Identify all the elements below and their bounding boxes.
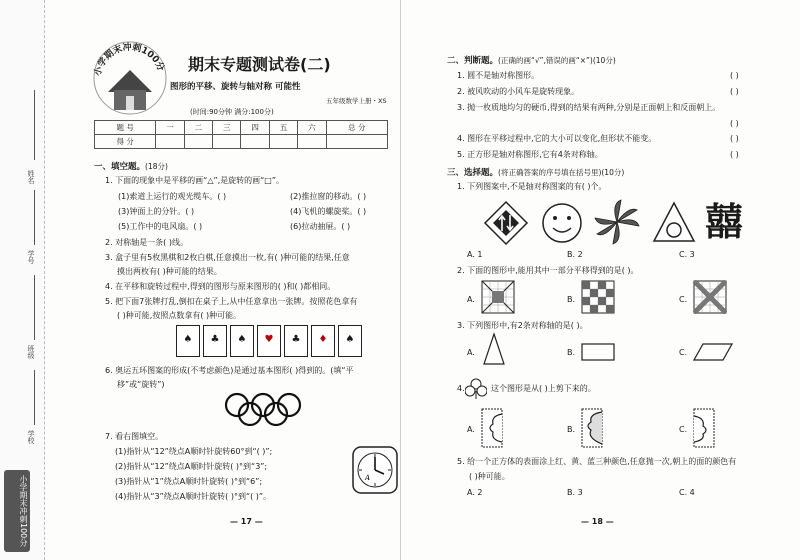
triangle-circle-figure bbox=[651, 200, 697, 246]
playing-cards bbox=[176, 325, 365, 357]
q5-text: 5. 把下面7张牌打乱,倒扣在桌子上,从中任意拿出一张牌。按照花色拿有 bbox=[105, 297, 358, 306]
choice-5-text: 5. 给一个正方体的表面涂上红、黄、蓝三种颜色,任意抛一次,朝上的面的颜色有 bbox=[457, 457, 737, 466]
score-header: 五 bbox=[269, 121, 297, 135]
right-page bbox=[400, 0, 800, 560]
judge-item: 3. 抛一枚质地均匀的硬币,得到的结果有两种,分别是正面朝上和反面朝上。 bbox=[457, 103, 721, 112]
judge-answer[interactable]: ( ) bbox=[730, 71, 739, 80]
cut-paper-c bbox=[693, 408, 715, 448]
choice-2-option[interactable]: B. bbox=[567, 295, 576, 304]
section-1-points: (18分) bbox=[145, 162, 168, 171]
score-header: 总 分 bbox=[326, 121, 387, 135]
q1-text: 1. 下面的现象中是平移的画“△”,是旋转的画“□”。 bbox=[105, 176, 285, 185]
judge-answer[interactable]: ( ) bbox=[730, 87, 739, 96]
choice-5-text-cont: ( )种可能。 bbox=[469, 472, 510, 481]
score-cell[interactable] bbox=[241, 135, 269, 149]
q1-item: (2)推拉窗的移动。( ) bbox=[290, 192, 367, 201]
binding-strip bbox=[0, 0, 45, 560]
name-label: 姓名 bbox=[27, 170, 35, 184]
choice-5-option[interactable]: A. 2 bbox=[467, 488, 483, 497]
score-cell[interactable] bbox=[184, 135, 212, 149]
card: ♠ bbox=[176, 325, 200, 357]
score-header-row bbox=[95, 121, 388, 135]
section-1-title: 一、填空题。 bbox=[94, 162, 146, 172]
choice-4-option[interactable]: B. bbox=[567, 425, 576, 434]
judge-item: 5. 正方形是轴对称图形,它有4条对称轴。 bbox=[457, 150, 603, 159]
q2-text: 2. 对称轴是一条( )线。 bbox=[105, 238, 188, 247]
cut-paper-a bbox=[481, 408, 503, 448]
score-header: 四 bbox=[241, 121, 269, 135]
q7-item: (3)指针从“1”绕点A顺时针旋转( )°到“6”; bbox=[115, 477, 263, 486]
grid-figure-b bbox=[581, 280, 615, 314]
judge-item: 4. 图形在平移过程中,它的大小可以变化,但形状不能变。 bbox=[457, 134, 657, 143]
class-label: 班级 bbox=[27, 345, 35, 359]
q6-text: 6. 奥运五环图案的形成(不考虑颜色)是通过基本图形( )得到的。(填“平 bbox=[105, 366, 354, 375]
choice-1-option[interactable]: C. 3 bbox=[679, 250, 695, 259]
student-id-label: 学号 bbox=[27, 250, 35, 264]
q6-text-cont: 移”或“旋转”) bbox=[117, 380, 165, 389]
pinwheel-figure bbox=[593, 198, 641, 246]
q1-item: (5)工作中的电风扇。( ) bbox=[118, 222, 203, 231]
id-line bbox=[34, 190, 36, 245]
grade-label: 五年级数学上册・XS bbox=[326, 97, 387, 105]
choice-4-number: 4. bbox=[457, 384, 465, 393]
grid-figure-c bbox=[693, 280, 727, 314]
q1-item: (3)钟面上的分针。( ) bbox=[118, 207, 195, 216]
score-header: 三 bbox=[213, 121, 241, 135]
section-3-note: (将正确答案的序号填在括号里) bbox=[498, 168, 602, 177]
choice-1-text: 1. 下列图案中,不是轴对称图案的有( )个。 bbox=[457, 182, 607, 191]
choice-5-option[interactable]: C. 4 bbox=[679, 488, 695, 497]
score-header: 六 bbox=[298, 121, 326, 135]
card: ♣ bbox=[203, 325, 227, 357]
page-number: — 17 — bbox=[230, 517, 263, 526]
card: ♣ bbox=[284, 325, 308, 357]
name-line bbox=[34, 90, 36, 160]
section-3-title: 三、选择题。 bbox=[447, 168, 499, 178]
series-badge: 小学期末冲刺100分 bbox=[4, 470, 30, 552]
card: ♠ bbox=[230, 325, 254, 357]
card: ♦ bbox=[311, 325, 335, 357]
score-label: 得 分 bbox=[95, 135, 156, 149]
choice-4-option[interactable]: C. bbox=[679, 425, 688, 434]
q1-item: (1)索道上运行的观光缆车。( ) bbox=[118, 192, 227, 201]
score-cell[interactable] bbox=[213, 135, 241, 149]
judge-answer[interactable]: ( ) bbox=[730, 134, 739, 143]
section-2-note: (正确的画“√”,错误的画“×”) bbox=[498, 56, 593, 65]
section-2-heading bbox=[447, 54, 616, 66]
q3-text-cont: 摸出两枚有( )种可能的结果。 bbox=[117, 267, 222, 276]
time-info: (时间:90分钟 满分:100分) bbox=[190, 108, 274, 116]
isosceles-triangle-figure bbox=[481, 332, 507, 366]
q7-item: (4)指针从“3”绕点A顺时针旋转( )°到“( )”。 bbox=[115, 492, 272, 501]
score-table bbox=[94, 120, 388, 149]
q7-item: (2)指针从“12”绕点A顺时针旋转( )°到“3”; bbox=[115, 462, 268, 471]
judge-item: 2. 被风吹动的小风车是旋转现象。 bbox=[457, 87, 580, 96]
q5-text-cont: ( )种可能,按照点数拿有( )种可能。 bbox=[117, 311, 242, 320]
olympic-rings bbox=[222, 392, 318, 426]
q7-text: 7. 看右图填空。 bbox=[105, 432, 164, 441]
score-cell[interactable] bbox=[269, 135, 297, 149]
choice-3-option[interactable]: B. bbox=[567, 348, 576, 357]
double-happiness-figure: 囍 bbox=[705, 200, 744, 244]
section-2-title: 二、判断题。 bbox=[447, 56, 499, 66]
score-row bbox=[95, 135, 388, 149]
choice-2-option[interactable]: A. bbox=[467, 295, 475, 304]
q4-text: 4. 在平移和旋转过程中,得到的图形与原来图形的( )和( )都相同。 bbox=[105, 282, 336, 291]
section-3-heading bbox=[447, 166, 624, 178]
clover-shape-figure bbox=[465, 378, 487, 400]
card: ♥ bbox=[257, 325, 281, 357]
grid-figure-a bbox=[481, 280, 515, 314]
q1-item: (6)拉动抽屉。( ) bbox=[290, 222, 351, 231]
diamond-arrows-figure bbox=[483, 200, 529, 246]
section-2-points: (10分) bbox=[592, 56, 616, 65]
judge-answer[interactable]: ( ) bbox=[730, 119, 739, 128]
clock-point-label: A bbox=[365, 474, 371, 482]
judge-item: 1. 圆不是轴对称图形。 bbox=[457, 71, 540, 80]
choice-5-option[interactable]: B. 3 bbox=[567, 488, 583, 497]
choice-3-text: 3. 下列图形中,有2条对称轴的是( )。 bbox=[457, 321, 588, 330]
cut-paper-b bbox=[581, 408, 603, 448]
parallelogram-figure bbox=[693, 342, 733, 362]
card: ♠ bbox=[338, 325, 362, 357]
class-line bbox=[34, 275, 36, 340]
school-line bbox=[34, 370, 36, 425]
choice-3-option[interactable]: C. bbox=[679, 348, 688, 357]
q7-item: (1)指针从“12”绕点A顺时针旋转60°到“( )”; bbox=[115, 447, 273, 456]
choice-3-option[interactable]: A. bbox=[467, 348, 475, 357]
school-label: 学校 bbox=[27, 430, 35, 444]
house-logo bbox=[86, 30, 174, 118]
logo-text: 小学期末冲刺100分 bbox=[93, 42, 166, 78]
smiley-figure bbox=[539, 200, 585, 246]
section-1-heading bbox=[94, 160, 168, 172]
clock-figure bbox=[352, 444, 398, 496]
q1-item: (4)飞机的螺旋桨。( ) bbox=[290, 207, 367, 216]
page-number: — 18 — bbox=[581, 517, 614, 526]
choice-4-option[interactable]: A. bbox=[467, 425, 475, 434]
q3-text: 3. 盒子里有5枚黑棋和2枚白棋,任意摸出一枚,有( )种可能的结果,任意 bbox=[105, 253, 350, 262]
score-cell[interactable] bbox=[326, 135, 387, 149]
judge-answer[interactable]: ( ) bbox=[730, 150, 739, 159]
score-header: 题 号 bbox=[95, 121, 156, 135]
choice-1-option[interactable]: B. 2 bbox=[567, 250, 583, 259]
choice-1-option[interactable]: A. 1 bbox=[467, 250, 483, 259]
score-cell[interactable] bbox=[156, 135, 184, 149]
rectangle-figure bbox=[581, 342, 615, 362]
score-header: 二 bbox=[184, 121, 212, 135]
exam-subtitle: 图形的平移、旋转与轴对称 可能性 bbox=[170, 82, 301, 92]
score-header: 一 bbox=[156, 121, 184, 135]
score-cell[interactable] bbox=[298, 135, 326, 149]
choice-4-text: 这个图形是从( )上剪下来的。 bbox=[491, 384, 596, 393]
section-3-points: (10分) bbox=[601, 168, 625, 177]
exam-title: 期末专题测试卷(二) bbox=[188, 55, 331, 74]
choice-2-text: 2. 下面的图形中,能用其中一部分平移得到的是( )。 bbox=[457, 266, 639, 275]
choice-2-option[interactable]: C. bbox=[679, 295, 688, 304]
